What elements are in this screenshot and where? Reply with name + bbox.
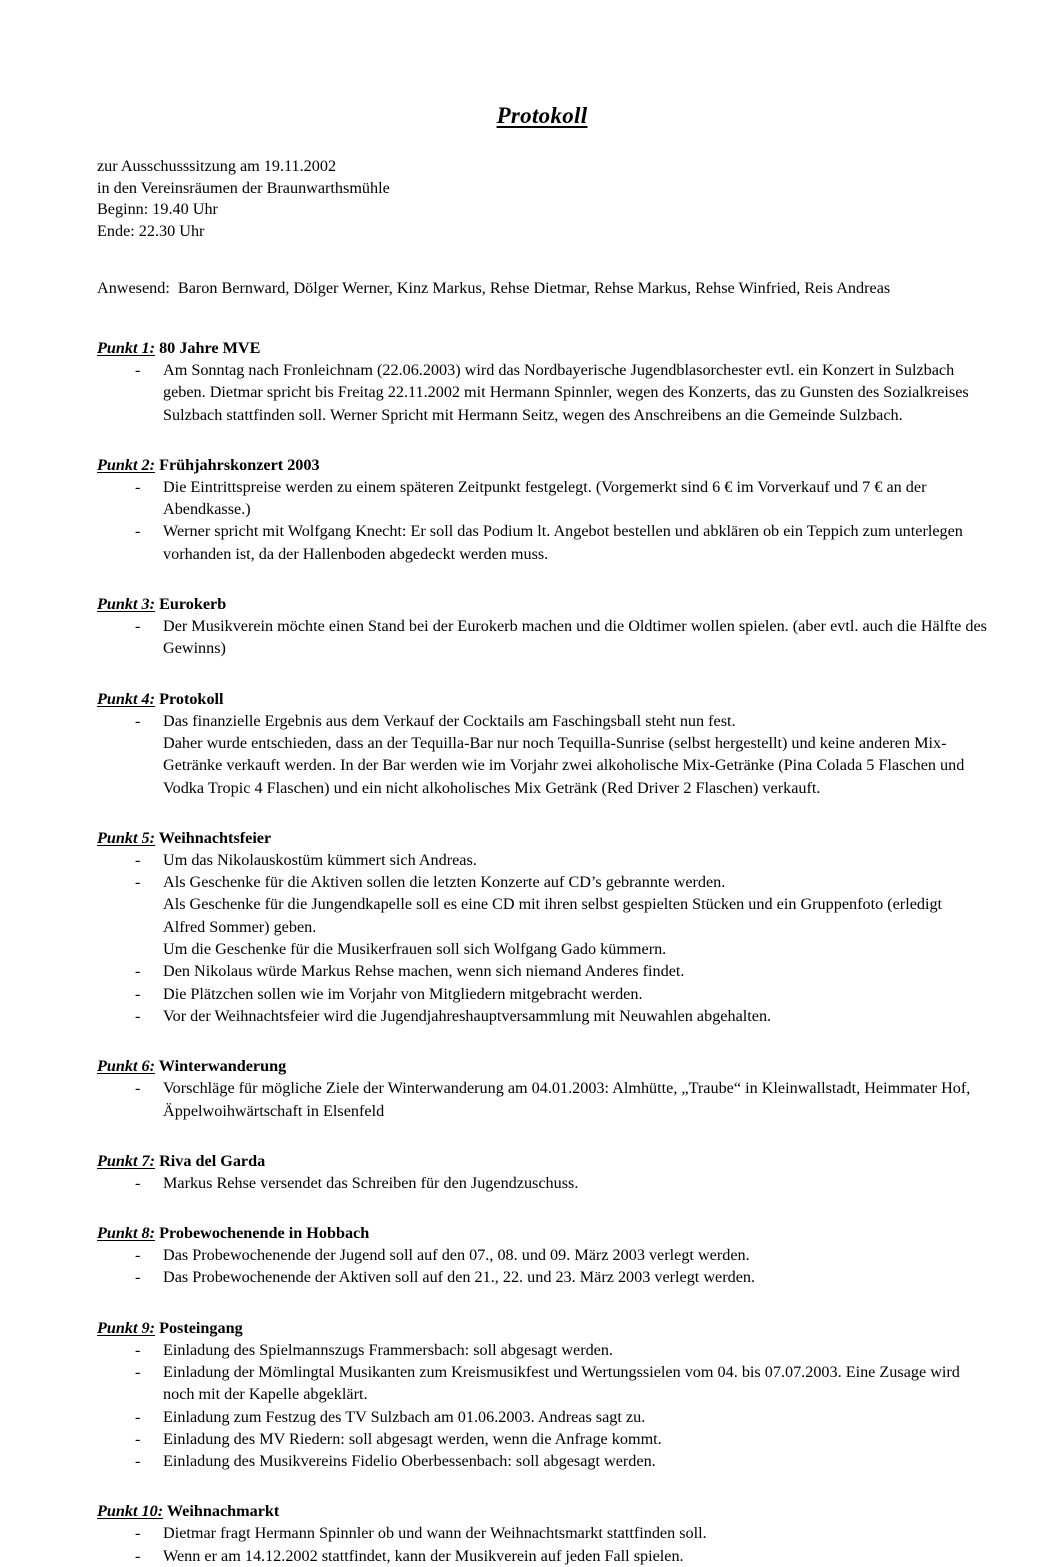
bullet-dash-icon: - [135,1407,141,1426]
list-item [97,476,987,521]
section [97,300,987,426]
bullet-list [97,1244,987,1289]
section-punkt-label: Punkt 2: [97,455,156,474]
list-item [97,520,987,565]
list-item-text: Die Eintrittspreise werden zu einem späteren Zeitpunkt festgelegt. (Vorgemerkt sind 6 € im Vorverkauf und 7 € an der Abendkasse.) [163,477,927,519]
section [97,1222,987,1289]
list-item-text: Den Nikolaus würde Markus Rehse machen, wenn sich niemand Anderes findet. [163,962,685,981]
list-item [97,849,987,871]
bullet-dash-icon: - [135,711,141,730]
bullet-dash-icon: - [135,962,141,981]
bullet-list [97,615,987,660]
section-title: Weihnachmarkt [163,1502,280,1521]
section [97,688,987,799]
list-item [97,1266,987,1288]
section [97,827,987,1027]
section [97,1500,987,1567]
section-title: Posteingang [155,1318,243,1337]
bullet-dash-icon: - [135,1362,141,1381]
list-item [97,1522,987,1544]
sections-container [97,300,987,1567]
section-heading [97,1222,987,1244]
section-heading [97,454,987,476]
list-item [97,1077,987,1122]
list-item-text: Einladung des Spielmannszugs Frammersbach: soll abgesagt werden. [163,1340,614,1359]
section [97,593,987,660]
section-punkt-label: Punkt 3: [97,595,156,614]
bullet-dash-icon: - [135,1429,141,1448]
list-item-text: Die Plätzchen sollen wie im Vorjahr von Mitgliedern mitgebracht werden. [163,984,643,1003]
section-heading [97,1317,987,1339]
list-item [97,1406,987,1428]
meeting-meta [97,156,987,242]
bullet-dash-icon: - [135,360,141,379]
bullet-dash-icon: - [135,1268,141,1287]
list-item-text: Vor der Weihnachtsfeier wird die Jugendjahreshauptversammlung mit Neuwahlen abgehalten. [163,1006,772,1025]
section-title: 80 Jahre MVE [155,338,261,357]
section-title: Protokoll [155,689,224,708]
list-item [97,359,987,426]
section-heading [97,1055,987,1077]
list-item-text: Markus Rehse versendet das Schreiben für den Jugendzuschuss. [163,1173,579,1192]
meta-line: Ende: 22.30 Uhr [97,221,205,240]
list-item-text: Am Sonntag nach Fronleichnam (22.06.2003) wird das Nordbayerische Jugendblasorchester evtl. ein Konzert in Sulzbach geben. Dietmar spricht bis Freitag 22.11.2002 mit Hermann Spinnler, wegen des Konzerts, das zu Gunsten des Sozialkreises Sulzbach stattfinden soll. Werner Spricht mit Hermann Seitz, wegen des Anschreibens an die Gemeinde Sulzbach. [163,360,969,424]
list-item-text: Dietmar fragt Hermann Spinnler ob und wann der Weihnachtsmarkt stattfinden soll. [163,1524,707,1543]
document-content [97,0,987,1567]
section-heading [97,337,987,359]
list-item-text: Um das Nikolauskostüm kümmert sich Andreas. [163,850,477,869]
section-punkt-label: Punkt 9: [97,1318,156,1337]
list-item [97,1339,987,1361]
list-item [97,1545,987,1567]
bullet-dash-icon: - [135,522,141,541]
list-item [97,1428,987,1450]
list-item-text: Das Probewochenende der Jugend soll auf den 07., 08. und 09. März 2003 verlegt werden. [163,1246,750,1265]
bullet-list [97,849,987,1027]
section-title: Riva del Garda [155,1151,266,1170]
section-punkt-label: Punkt 10: [97,1502,164,1521]
list-item-subtext: Daher wurde entschieden, dass an der Tequilla-Bar nur noch Tequilla-Sunrise (selbst hergestellt) und keine anderen Mix-Getränke verkauft werden. In der Bar werden wie im Vorjahr zwei alkoholische Mix-Getränke (Pina Colada 5 Flaschen und Vodka Tropic 4 Flaschen) und ein nicht alkoholisches Mix Getränk (Red Driver 2 Flaschen) verkauft. [163,733,965,797]
bullet-list [97,1339,987,1473]
list-item-text: Das Probewochenende der Aktiven soll auf den 21., 22. und 23. März 2003 verlegt werden. [163,1268,756,1287]
meta-line: in den Vereinsräumen der Braunwarthsmühle [97,178,390,197]
page-title: Protokoll [496,103,588,128]
attendees-line: Anwesend: Baron Bernward, Dölger Werner, Kinz Markus, Rehse Dietmar, Rehse Markus, Rehse Winfried, Reis Andreas [97,279,891,298]
bullet-dash-icon: - [135,1546,141,1565]
bullet-dash-icon: - [135,984,141,1003]
section [97,1055,987,1122]
meta-line: zur Ausschusssitzung am 19.11.2002 [97,157,337,175]
list-item-text: Das finanzielle Ergebnis aus dem Verkauf der Cocktails am Faschingsball steht nun fest. [163,711,736,730]
section-title: Probewochenende in Hobbach [155,1224,370,1243]
bullet-dash-icon: - [135,850,141,869]
list-item [97,983,987,1005]
list-item [97,1005,987,1027]
bullet-dash-icon: - [135,1173,141,1192]
list-item [97,615,987,660]
section-heading [97,593,987,615]
list-item-text: Als Geschenke für die Aktiven sollen die letzten Konzerte auf CD’s gebrannte werden. [163,873,726,892]
section-punkt-label: Punkt 5: [97,828,156,847]
list-item [97,1172,987,1194]
section-punkt-label: Punkt 4: [97,689,156,708]
bullet-list [97,1522,987,1567]
section-title: Frühjahrskonzert 2003 [155,455,320,474]
bullet-dash-icon: - [135,1340,141,1359]
bullet-list [97,476,987,565]
bullet-dash-icon: - [135,1246,141,1265]
section [97,454,987,565]
list-item [97,1244,987,1266]
bullet-dash-icon: - [135,477,141,496]
bullet-list [97,1172,987,1194]
section-punkt-label: Punkt 7: [97,1151,156,1170]
list-item [97,710,987,799]
section-heading [97,1500,987,1522]
bullet-dash-icon: - [135,1524,141,1543]
list-item-subtext: Als Geschenke für die Jungendkapelle soll es eine CD mit ihren selbst gespielten Stücken und ein Gruppenfoto (erledigt Alfred Sommer) geben. [163,895,943,936]
section [97,1317,987,1473]
list-item-subtext: Um die Geschenke für die Musikerfrauen soll sich Wolfgang Gado kümmern. [163,940,667,959]
bullet-dash-icon: - [135,617,141,636]
section-heading [97,688,987,710]
bullet-list [97,1077,987,1122]
list-item-text: Der Musikverein möchte einen Stand bei der Eurokerb machen und die Oldtimer wollen spielen. (aber evtl. auch die Hälfte des Gewinns) [163,617,987,658]
bullet-dash-icon: - [135,1079,141,1098]
bullet-list [97,359,987,426]
meta-line: Beginn: 19.40 Uhr [97,200,218,219]
list-item-text: Werner spricht mit Wolfgang Knecht: Er soll das Podium lt. Angebot bestellen und abklären ob ein Teppich zum unterlegen vorhanden ist, da der Hallenboden abgedeckt werden muss. [163,522,963,563]
list-item-text: Einladung des MV Riedern: soll abgesagt werden, wenn die Anfrage kommt. [163,1429,662,1448]
section [97,1150,987,1194]
list-item [97,871,987,960]
list-item-text: Wenn er am 14.12.2002 stattfindet, kann der Musikverein auf jeden Fall spielen. [163,1546,684,1565]
bullet-dash-icon: - [135,1006,141,1025]
list-item-text: Vorschläge für mögliche Ziele der Winterwanderung am 04.01.2003: Almhütte, „Traube“ in Kleinwallstadt, Heimmater Hof, Äppelwoihwärtschaft in Elsenfeld [163,1079,971,1120]
section-heading [97,1150,987,1172]
section-title: Weihnachtsfeier [155,828,272,847]
section-title: Eurokerb [155,595,227,614]
list-item [97,1361,987,1406]
bullet-list [97,710,987,799]
section-punkt-label: Punkt 6: [97,1057,156,1076]
section-title: Winterwanderung [155,1057,287,1076]
list-item-text: Einladung des Musikvereins Fidelio Oberbessenbach: soll abgesagt werden. [163,1452,656,1471]
section-punkt-label: Punkt 1: [97,338,156,357]
section-punkt-label: Punkt 8: [97,1224,156,1243]
list-item [97,1450,987,1472]
section-heading [97,827,987,849]
bullet-dash-icon: - [135,873,141,892]
list-item [97,960,987,982]
list-item-text: Einladung zum Festzug des TV Sulzbach am 01.06.2003. Andreas sagt zu. [163,1407,646,1426]
list-item-text: Einladung der Mömlingtal Musikanten zum Kreismusikfest und Wertungssielen vom 04. bis 07.07.2003. Eine Zusage wird noch mit der Kapelle abgeklärt. [163,1362,960,1404]
bullet-dash-icon: - [135,1452,141,1471]
